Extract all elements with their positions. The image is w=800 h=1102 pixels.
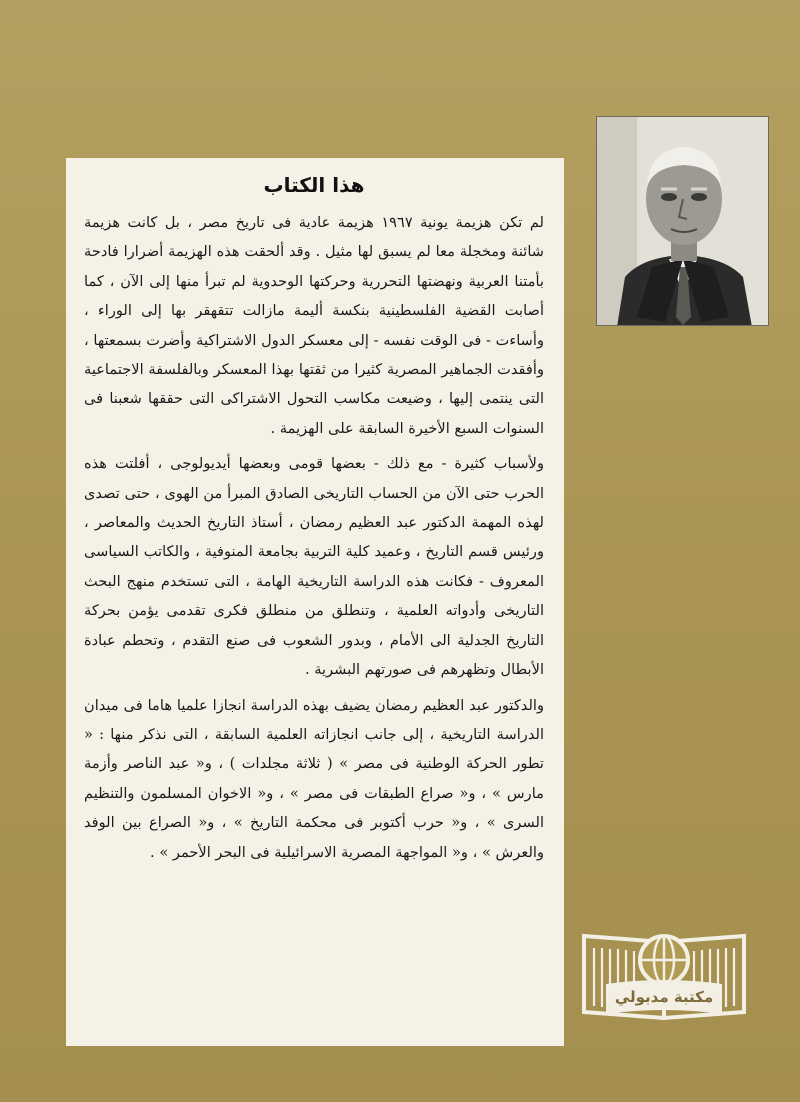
publisher-logo-text: مكتبة مدبولي (614, 988, 714, 1006)
author-portrait-image (597, 117, 769, 326)
text-panel (66, 158, 564, 1046)
paragraph-1: لم تكن هزيمة يونية ١٩٦٧ هزيمة عادية فى تاريخ مصر ، بل كانت هزيمة شائنة ومخجلة معا لم يسبق لها مثيل . وقد ألحقت هذه الهزيمة أضرارا فادحة بأمتنا العربية ونهضتها التحررية وحركتها الوحدوية لم تبرأ منها إلى الآن ، كما أصابت القضية الفلسطينية بنكسة أليمة مازالت تتقهقر بها إلى الوراء ، وأساءت - فى الوقت نفسه - إلى معسكر الدول الاشتراكية وأضرت بسمعتها ، وأفقدت الجماهير المصرية كثيرا من ثقتها بهذا المعسكر وبالفلسفة الاجتماعية التى ينتمى إليها ، وضيعت مكاسب التحول الاشتراكى التى حققها شعبنا فى السنوات السبع الأخيرة السابقة على الهزيمة . (84, 214, 544, 437)
publisher-logo (574, 918, 754, 1026)
open-book-globe-icon (574, 918, 754, 1026)
paragraph-2: ولأسباب كثيرة - مع ذلك - بعضها قومى وبعضها أيديولوجى ، أفلتت هذه الحرب حتى الآن من الحساب التاريخى الصادق المبرأ من الهوى ، حتى تصدى لهذه المهمة الدكتور عبد العظيم رمضان ، أستاذ التاريخ الحديث والمعاصر ، ورئيس قسم التاريخ ، وعميد كلية التربية بجامعة المنوفية ، والكاتب السياسى المعروف - فكانت هذه الدراسة التاريخية الهامة ، التى تستخدم منهج البحث التاريخى وأدواته العلمية ، وتنطلق من منطلق فكرى تقدمى يؤمن بحركة التاريخ الجدلية الى الأمام ، وبدور الشعوب فى صنع التقدم ، وتحطم عبادة الأبطال وتظهرهم فى صورتهم البشرية . (84, 455, 544, 679)
paragraph-3: والدكتور عبد العظيم رمضان يضيف بهذه الدراسة انجازا علميا هاما فى ميدان الدراسة التاريخية ، إلى جانب انجازاته العلمية السابقة ، التى نذكر منها : « تطور الحركة الوطنية فى مصر » ( ثلاثة مجلدات ) ، و« عبد الناصر وأزمة مارس » ، و« صراع الطبقات فى مصر » ، و« الاخوان المسلمون والتنظيم السرى » ، و« حرب أكتوبر فى محكمة التاريخ » ، و« الصراع بين الوفد والعرش » ، و« المواجهة المصرية الاسرائيلية فى البحر الأحمر » . (84, 696, 544, 861)
panel-title: هذا الكتاب (263, 173, 365, 197)
author-photo (596, 116, 769, 326)
